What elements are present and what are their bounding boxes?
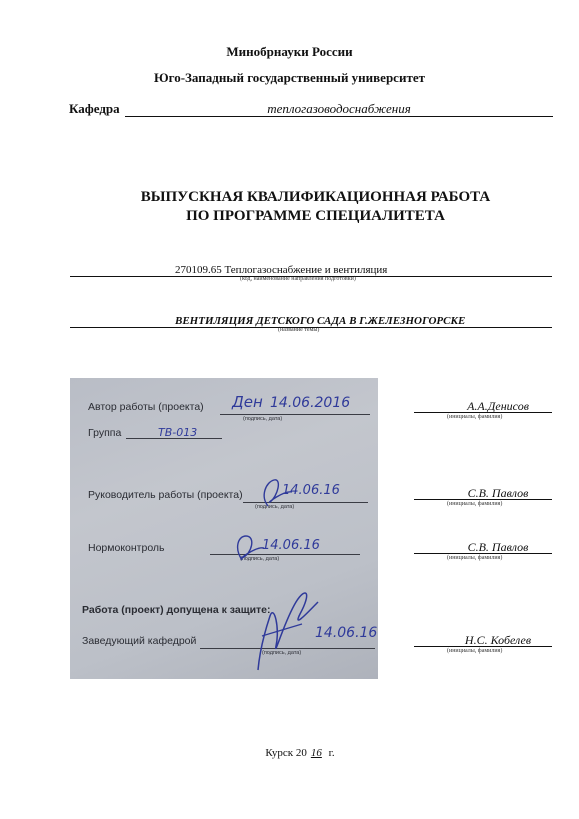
author-signature: Ден: [232, 393, 263, 411]
normcontrol-name: С.В. Павлов: [467, 540, 529, 554]
head-date: 14.06.16: [315, 625, 378, 641]
direction-value: 270109.65 Теплогазоснабжение и вентиляция: [175, 264, 388, 276]
supervisor-name-hint: (инициалы, фамилия): [447, 501, 503, 507]
supervisor-name-underline: [414, 499, 552, 500]
title-line-2: ПО ПРОГРАММЕ СПЕЦИАЛИТЕТА: [186, 208, 445, 224]
normcontrol-sign-hint: (подпись, дата): [240, 556, 280, 562]
handwritten-signatures: [70, 378, 378, 679]
department-label: Кафедра: [69, 101, 120, 116]
admitted-label: Работа (проект) допущена к защите:: [82, 604, 271, 616]
ministry-name: Минобрнауки России: [226, 44, 353, 59]
signature-photo: [70, 378, 378, 679]
author-name-hint: (инициалы, фамилия): [447, 414, 503, 420]
department-underline: [125, 116, 553, 117]
author-name: А.А.Денисов: [467, 399, 529, 413]
footer-suffix: г.: [328, 747, 335, 759]
head-name: Н.С. Кобелев: [464, 633, 532, 647]
footer-city-year: [0, 747, 579, 759]
topic-hint: (название темы): [278, 327, 320, 333]
topic-value: ВЕНТИЛЯЦИЯ ДЕТСКОГО САДА В Г.ЖЕЛЕЗНОГОРСКЕ: [175, 315, 466, 327]
department-value: теплогазоводоснабжения: [267, 101, 411, 116]
head-name-underline: [414, 646, 552, 647]
title-line-1: ВЫПУСКНАЯ КВАЛИФИКАЦИОННАЯ РАБОТА: [140, 189, 491, 205]
footer-year: 16: [310, 747, 322, 759]
normcontrol-date: 14.06.16: [262, 538, 320, 553]
normcontrol-name-hint: (инициалы, фамилия): [447, 555, 503, 561]
supervisor-name: С.В. Павлов: [467, 486, 529, 500]
supervisor-date: 14.06.16: [282, 483, 340, 498]
author-name-underline: [414, 412, 552, 413]
footer-city: Курск 20: [265, 747, 307, 759]
normcontrol-label: Нормоконтроль: [88, 542, 165, 554]
supervisor-label: Руководитель работы (проекта): [88, 489, 243, 501]
author-label: Автор работы (проекта): [88, 401, 204, 413]
author-date: 14.06.2016: [270, 395, 351, 411]
university-name: Юго-Западный государственный университет: [154, 70, 425, 85]
head-label: Заведующий кафедрой: [82, 635, 197, 647]
head-sign-hint: (подпись, дата): [262, 650, 302, 656]
direction-hint: (код, наименование направления подготовки): [240, 276, 356, 282]
work-type-title: [0, 188, 579, 226]
group-value: ТВ-013: [158, 426, 198, 439]
supervisor-sign-hint: (подпись, дата): [255, 504, 295, 510]
group-label: Группа: [88, 427, 122, 439]
normcontrol-name-underline: [414, 553, 552, 554]
head-name-hint: (инициалы, фамилия): [447, 648, 503, 654]
author-sign-hint: (подпись, дата): [243, 416, 283, 422]
